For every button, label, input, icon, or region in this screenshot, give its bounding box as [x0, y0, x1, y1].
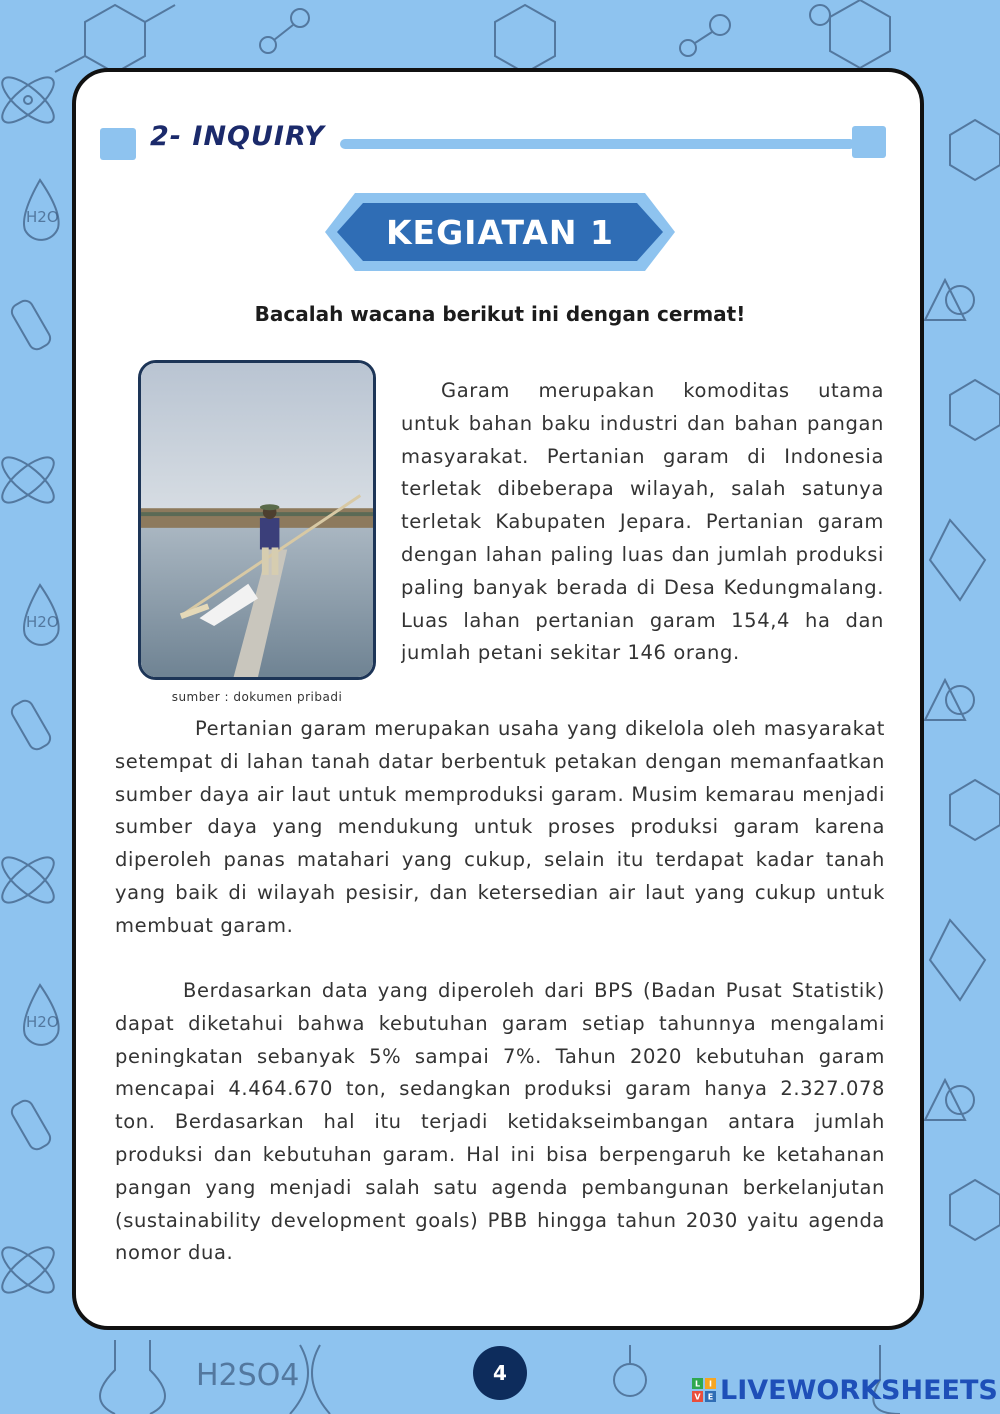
paragraph-1: Garam merupakan komoditas utama untuk bahan baku industri dan bahan pangan masyarakat. Pertanian garam di Indonesia terletak dibeberapa wilayah, salah satunya terletak Kabupaten Jepara. Pertanian garam dengan lahan paling luas dan jumlah produksi paling banyak berada di Desa Kedungmalang. Luas lahan pertanian garam 154,4 ha dan jumlah petani sekitar 146 orang.: [401, 379, 884, 665]
page-number-badge: 4: [473, 1346, 527, 1400]
salt-farm-photo: [138, 360, 376, 680]
molecule-icon: [830, 0, 890, 68]
h2o-label: H2O: [26, 613, 59, 631]
logo-letter: V: [694, 1392, 701, 1402]
h2o-label: H2O: [26, 1013, 59, 1031]
section-title: 2- INQUIRY: [150, 121, 335, 152]
activity-title: KEGIATAN 1: [385, 212, 614, 252]
liveworksheets-icon: [692, 1378, 716, 1402]
logo-letter: L: [694, 1379, 701, 1389]
h2so4-label: H2SO4: [196, 1358, 300, 1393]
paragraph-2: Pertanian garam merupakan usaha yang dikelola oleh masyarakat setempat di lahan tanah datar berbentuk petakan dengan memanfaatkan sumber daya air laut untuk memproduksi garam. Musim kemarau menjadi sumber daya yang mendukung untuk proses produksi garam karena diperoleh panas matahari yang cukup, selain itu terdapat kadar tanah yang baik di wilayah pesisir, dan ketersedian air laut yang cukup untuk membuat garam.: [115, 717, 885, 937]
instruction-text: Bacalah wacana berikut ini dengan cermat!: [254, 302, 746, 326]
logo-letter: E: [707, 1392, 714, 1402]
logo-letter: I: [709, 1379, 712, 1389]
photo-caption: sumber : dokumen pribadi: [171, 690, 343, 704]
paragraph-3: Berdasarkan data yang diperoleh dari BPS (Badan Pusat Statistik) dapat diketahui bahwa kebutuhan garam setiap tahunnya mengalami peningkatan sebanyak 5% sampai 7%. Tahun 2020 kebutuhan garam mencapai 4.464.670 ton, sedangkan produksi garam hanya 2.327.078 ton. Berdasarkan hal itu terjadi ketidakseimbangan antara jumlah produksi dan kebutuhan garam. Hal ini bisa berpengaruh ke ketahanan pangan yang menjadi salah satu agenda pembangunan berkelanjutan (sustainability development goals) PBB hingga tahun 2030 yaitu agenda nomor dua.: [115, 979, 885, 1265]
h2o-label: H2O: [26, 208, 59, 226]
brand-name: LIVEWORKSHEETS: [720, 1374, 998, 1406]
molecule-icon: [85, 5, 145, 73]
molecule-icon: [495, 5, 555, 73]
liveworksheets-logo[interactable]: [692, 1372, 998, 1408]
